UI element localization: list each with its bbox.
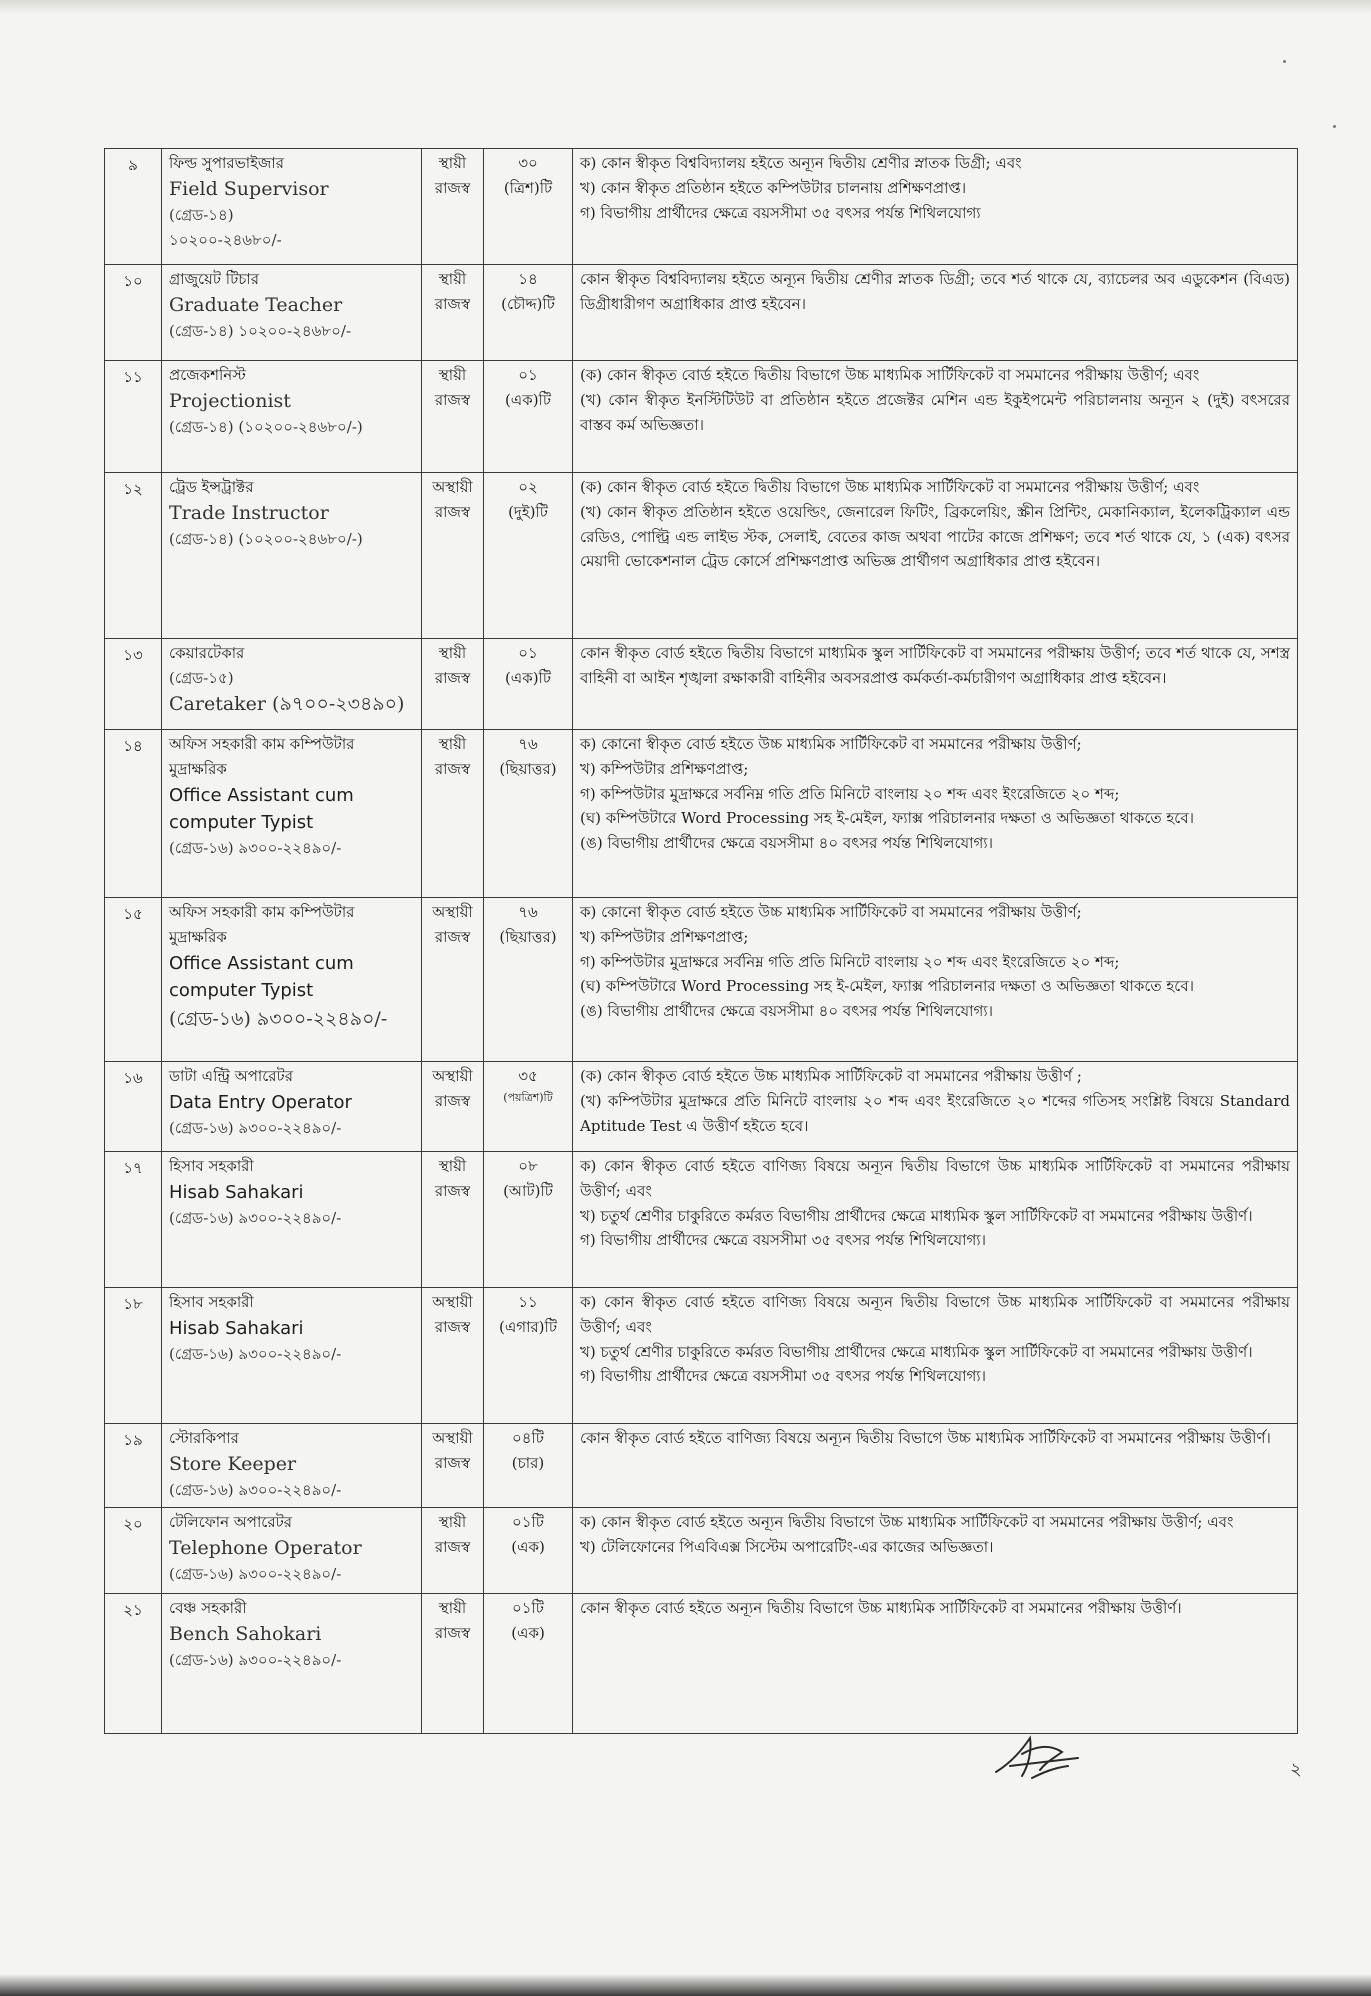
post-name-en: Projectionist <box>169 389 291 412</box>
post-type-cell: স্থায়ী রাজস্ব <box>422 265 484 361</box>
qualification-item: (ক) কোন স্বীকৃত বোর্ড হইতে দ্বিতীয় বিভাগে উচ্চ মাধ্যমিক সার্টিফিকেট বা সমমানের পরীক্ষায় উত্তীর্ণ; এবং <box>580 366 1200 384</box>
post-name-bn: ডাটা এন্ট্রি অপারেটর <box>169 1067 293 1085</box>
post-name-en: Office Assistant cum computer Typist <box>169 784 354 833</box>
qualification-item: ক) কোন স্বীকৃত বিশ্ববিদ্যালয় হইতে অন্যূন দ্বিতীয় শ্রেণীর স্নাতক ডিগ্রী; এবং <box>580 154 1022 172</box>
qualification-item: খ) চতুর্থ শ্রেণীর চাকুরিতে কর্মরত বিভাগীয় প্রার্থীদের ক্ষেত্রে মাধ্যমিক স্কুল সার্টিফিকেট বা সমমানের পরীক্ষায় উত্তীর্ণ। <box>580 1206 1253 1225</box>
post-type-cell: স্থায়ী রাজস্ব <box>422 1508 484 1594</box>
post-count-cell: ০১টি (এক) <box>484 1594 573 1734</box>
post-name-bn: হিসাব সহকারী <box>169 1157 254 1175</box>
qualification-cell <box>573 1508 1298 1594</box>
post-grade: (গ্রেড-১৪) ১০২০০-২৪৬৮০/- <box>169 322 352 341</box>
post-count-cell: ১১ (এগার)টি <box>484 1288 573 1424</box>
post-grade: (গ্রেড-১৬) ৯৩০০-২২৪৯০/- <box>169 1007 388 1030</box>
post-count-cell: ৩০ (ত্রিশ)টি <box>484 149 573 265</box>
table-row <box>105 1062 1298 1152</box>
qualification-cell <box>573 1424 1298 1508</box>
post-grade: (গ্রেড-১৪) <box>169 206 234 225</box>
post-count-cell: ০১ (এক)টি <box>484 361 573 473</box>
qualification-cell <box>573 898 1298 1062</box>
post-cell <box>162 265 422 361</box>
post-count-cell: ৩৫ (পয়ত্রিশ)টি <box>484 1062 573 1152</box>
qualification-item: গ) বিভাগীয় প্রার্থীদের ক্ষেত্রে বয়সসীমা ৩৫ বৎসর পর্যন্ত শিথিলযোগ্য। <box>580 1231 987 1250</box>
serial-cell: ১২ <box>105 473 162 639</box>
qualification-item: খ) কোন স্বীকৃত প্রতিষ্ঠান হইতে কম্পিউটার চালনায় প্রশিক্ষণপ্রাপ্ত। <box>580 178 967 197</box>
post-type-cell: স্থায়ী রাজস্ব <box>422 1152 484 1288</box>
post-name-en: Caretaker (৯৭০০-২৩৪৯০) <box>169 692 405 715</box>
post-name-en: Hisab Sahakari <box>169 1181 304 1203</box>
post-name-en: Data Entry Operator <box>169 1091 352 1113</box>
qualification-cell <box>573 730 1298 898</box>
post-type-cell: অস্থায়ী রাজস্ব <box>422 1424 484 1508</box>
qualification-item: খ) কম্পিউটার প্রশিক্ষণপ্রাপ্ত; <box>580 759 749 778</box>
table-row <box>105 898 1298 1062</box>
post-cell <box>162 1424 422 1508</box>
post-type-cell: অস্থায়ী রাজস্ব <box>422 473 484 639</box>
paper-speck <box>1283 60 1286 63</box>
post-type-cell: স্থায়ী রাজস্ব <box>422 1594 484 1734</box>
post-grade: (গ্রেড-১৬) ৯৩০০-২২৪৯০/- <box>169 1344 342 1363</box>
table-row <box>105 473 1298 639</box>
post-grade: (গ্রেড-১৬) ৯৩০০-২২৪৯০/- <box>169 838 342 857</box>
post-type-cell: স্থায়ী রাজস্ব <box>422 639 484 730</box>
post-grade: (গ্রেড-১৪) (১০২০০-২৪৬৮০/-) <box>169 530 363 549</box>
table-row <box>105 1152 1298 1288</box>
qualification-cell <box>573 1594 1298 1734</box>
qualification-cell <box>573 639 1298 730</box>
post-type-cell: অস্থায়ী রাজস্ব <box>422 1288 484 1424</box>
paper-speck <box>1333 125 1336 128</box>
serial-cell: ১১ <box>105 361 162 473</box>
post-pay-scale: ১০২০০-২৪৬৮০/- <box>169 231 282 250</box>
qualification-item: গ) কম্পিউটার মুদ্রাক্ষরে সর্বনিম্ন গতি প্রতি মিনিটে বাংলায় ২০ শব্দ এবং ইংরেজিতে ২০ শব্দ; <box>580 784 1120 803</box>
qualification-item: ক) কোন স্বীকৃত বোর্ড হইতে বাণিজ্য বিষয়ে অন্যূন দ্বিতীয় বিভাগে উচ্চ মাধ্যমিক সার্টিফিকেট বা সমমানের পরীক্ষায় উত্তীর্ণ; এবং <box>580 1157 1290 1200</box>
page-bottom-shadow <box>0 1974 1371 1996</box>
qualification-item: ক) কোনো স্বীকৃত বোর্ড হইতে উচ্চ মাধ্যমিক সার্টিফিকেট বা সমমানের পরীক্ষায় উত্তীর্ণ; <box>580 903 1082 921</box>
qualification-item: গ) বিভাগীয় প্রার্থীদের ক্ষেত্রে বয়সসীমা ৩৫ বৎসর পর্যন্ত শিথিলযোগ্য <box>580 203 981 222</box>
post-name-bn: কেয়ারটেকার <box>169 644 245 662</box>
qualification-cell <box>573 1062 1298 1152</box>
qualification-item: (ঙ) বিভাগীয় প্রার্থীদের ক্ষেত্রে বয়সসীমা ৪০ বৎসর পর্যন্ত শিথিলযোগ্য। <box>580 1002 994 1020</box>
qualification-item: ক) কোন স্বীকৃত বোর্ড হইতে বাণিজ্য বিষয়ে অন্যূন দ্বিতীয় বিভাগে উচ্চ মাধ্যমিক সার্টিফিকেট বা সমমানের পরীক্ষায় উত্তীর্ণ; এবং <box>580 1293 1290 1336</box>
qualification-cell <box>573 265 1298 361</box>
post-type-cell: অস্থায়ী রাজস্ব <box>422 898 484 1062</box>
post-grade: (গ্রেড-১৬) ৯৩০০-২২৪৯০/- <box>169 1565 342 1584</box>
post-name-en: Telephone Operator <box>169 1536 362 1559</box>
qualification-cell <box>573 361 1298 473</box>
post-name-bn: বেঞ্চ সহকারী <box>169 1599 247 1617</box>
post-cell <box>162 149 422 265</box>
post-name-bn: ফিল্ড সুপারভাইজার <box>169 154 284 172</box>
post-grade: (গ্রেড-১৬) ৯৩০০-২২৪৯০/- <box>169 1208 342 1227</box>
post-name-en: Hisab Sahakari <box>169 1317 304 1339</box>
post-count-cell: ৭৬ (ছিয়াত্তর) <box>484 898 573 1062</box>
page-top-shadow <box>0 0 1371 14</box>
post-cell <box>162 1594 422 1734</box>
post-type-cell: স্থায়ী রাজস্ব <box>422 361 484 473</box>
serial-cell: ১৪ <box>105 730 162 898</box>
post-type-cell: স্থায়ী রাজস্ব <box>422 149 484 265</box>
qualification-item: (ঘ) কম্পিউটারে Word Processing সহ ই-মেইল, ফ্যাক্স পরিচালনার দক্ষতা ও অভিজ্ঞতা থাকতে হবে। <box>580 809 1195 828</box>
table-row <box>105 1508 1298 1594</box>
job-posts-table <box>104 148 1298 1734</box>
table-row <box>105 265 1298 361</box>
post-name-en: Trade Instructor <box>169 501 329 524</box>
qualification-item: (খ) কোন স্বীকৃত ইনস্টিটিউট বা প্রতিষ্ঠান হইতে প্রজেক্টর মেশিন এন্ড ইকুইপমেন্ট পরিচালনায় অন্যূন ২ (দুই) বৎসরের বাস্তব কর্ম অভিজ্ঞতা। <box>580 390 1290 434</box>
serial-cell: ১৯ <box>105 1424 162 1508</box>
post-grade: (গ্রেড-১৬) ৯৩০০-২২৪৯০/- <box>169 1651 342 1670</box>
qualification-cell <box>573 1152 1298 1288</box>
post-name-bn: হিসাব সহকারী <box>169 1293 254 1311</box>
post-count-cell: ০২ (দুই)টি <box>484 473 573 639</box>
qualification-item: (ঘ) কম্পিউটারে Word Processing সহ ই-মেইল, ফ্যাক্স পরিচালনার দক্ষতা ও অভিজ্ঞতা থাকতে হবে। <box>580 977 1195 996</box>
post-name-bn: প্রজেকশনিস্ট <box>169 366 246 384</box>
post-name-bn: স্টোরকিপার <box>169 1429 239 1447</box>
post-cell <box>162 1062 422 1152</box>
post-count-cell: ০১টি (এক) <box>484 1508 573 1594</box>
post-name-en: Bench Sahokari <box>169 1622 322 1645</box>
qualification-item: (ক) কোন স্বীকৃত বোর্ড হইতে উচ্চ মাধ্যমিক সার্টিফিকেট বা সমমানের পরীক্ষায় উত্তীর্ণ ; <box>580 1067 1082 1085</box>
post-count-cell: ১৪ (চৌদ্দ)টি <box>484 265 573 361</box>
serial-cell: ১৬ <box>105 1062 162 1152</box>
post-cell <box>162 361 422 473</box>
post-cell <box>162 1288 422 1424</box>
table-row <box>105 1424 1298 1508</box>
signature-mark <box>992 1732 1082 1782</box>
qualification-item: কোন স্বীকৃত বোর্ড হইতে বাণিজ্য বিষয়ে অন্যূন দ্বিতীয় বিভাগে উচ্চ মাধ্যমিক সার্টিফিকেট বা সমমানের পরীক্ষায় উত্তীর্ণ। <box>580 1429 1271 1447</box>
qualification-item: কোন স্বীকৃত বোর্ড হইতে অন্যূন দ্বিতীয় বিভাগে উচ্চ মাধ্যমিক সার্টিফিকেট বা সমমানের পরীক্ষায় উত্তীর্ণ। <box>580 1599 1182 1617</box>
post-name-bn: গ্রাজুয়েট টিচার <box>169 270 259 288</box>
post-name-bn: টেলিফোন অপারেটর <box>169 1513 293 1531</box>
post-cell <box>162 1152 422 1288</box>
post-count-cell: ০৮ (আট)টি <box>484 1152 573 1288</box>
post-name-en: Office Assistant cum computer Typist <box>169 952 354 1001</box>
table-row <box>105 361 1298 473</box>
serial-cell: ৯ <box>105 149 162 265</box>
post-grade: (গ্রেড-১৬) ৯৩০০-২২৪৯০/- <box>169 1481 342 1500</box>
post-type-cell: স্থায়ী রাজস্ব <box>422 730 484 898</box>
post-name-bn: ট্রেড ইন্সট্রাক্টর <box>169 478 254 496</box>
table-row <box>105 149 1298 265</box>
serial-cell: ১৫ <box>105 898 162 1062</box>
post-name-en: Graduate Teacher <box>169 293 343 316</box>
post-name-en: Store Keeper <box>169 1452 297 1475</box>
qualification-item: কোন স্বীকৃত বিশ্ববিদ্যালয় হইতে অন্যূন দ্বিতীয় শ্রেণীর স্নাতক ডিগ্রী; তবে শর্ত থাকে যে, ব্যাচেলর অব এডুকেশন (বিএড) ডিগ্রীধারীগণ অগ্রাধিকার প্রাপ্ত হইবেন। <box>580 270 1290 313</box>
table-row <box>105 639 1298 730</box>
post-type-cell: অস্থায়ী রাজস্ব <box>422 1062 484 1152</box>
qualification-item: খ) টেলিফোনের পিএবিএক্স সিস্টেম অপারেটিং-এর কাজের অভিজ্ঞতা। <box>580 1537 994 1556</box>
qualification-cell <box>573 149 1298 265</box>
post-name-bn: অফিস সহকারী কাম কম্পিউটার মুদ্রাক্ষরিক <box>169 903 355 946</box>
qualification-item: গ) বিভাগীয় প্রার্থীদের ক্ষেত্রে বয়সসীমা ৩৫ বৎসর পর্যন্ত শিথিলযোগ্য। <box>580 1367 987 1386</box>
post-grade: (গ্রেড-১৪) (১০২০০-২৪৬৮০/-) <box>169 418 363 437</box>
post-name-en: Field Supervisor <box>169 177 329 200</box>
post-cell <box>162 473 422 639</box>
post-name-bn: অফিস সহকারী কাম কম্পিউটার মুদ্রাক্ষরিক <box>169 735 355 778</box>
post-cell <box>162 898 422 1062</box>
post-cell <box>162 639 422 730</box>
serial-cell: ২০ <box>105 1508 162 1594</box>
qualification-item: (ক) কোন স্বীকৃত বোর্ড হইতে দ্বিতীয় বিভাগে উচ্চ মাধ্যমিক সার্টিফিকেট বা সমমানের পরীক্ষায় উত্তীর্ণ; এবং <box>580 478 1200 496</box>
serial-cell: ২১ <box>105 1594 162 1734</box>
qualification-item: ক) কোনো স্বীকৃত বোর্ড হইতে উচ্চ মাধ্যমিক সার্টিফিকেট বা সমমানের পরীক্ষায় উত্তীর্ণ; <box>580 735 1082 753</box>
post-cell <box>162 730 422 898</box>
post-cell <box>162 1508 422 1594</box>
serial-cell: ১০ <box>105 265 162 361</box>
qualification-item: গ) কম্পিউটার মুদ্রাক্ষরে সর্বনিম্ন গতি প্রতি মিনিটে বাংলায় ২০ শব্দ এবং ইংরেজিতে ২০ শব্দ; <box>580 952 1120 971</box>
qualification-item: (খ) কোন স্বীকৃত প্রতিষ্ঠান হইতে ওয়েল্ডিং, জেনারেল ফিটিং, ব্রিকলেয়িং, স্ক্রীন প্রিন্টিং, মেকানিক্যাল, ইলেকট্রিক্যাল এন্ড রেডিও, পোল্ট্রি এন্ড লাইভ স্টক, সেলাই, বেতের কাজ অথবা পাটের কাজে প্রশিক্ষণ; তবে শর্ত থাকে যে, ১ (এক) বৎসর মেয়াদী ভোকেশনাল ট্রেড কোর্সে প্রশিক্ষণপ্রাপ্ত অভিজ্ঞ প্রার্থীগণ অগ্রাধিকার প্রাপ্ত হইবেন। <box>580 502 1290 571</box>
qualification-item: কোন স্বীকৃত বোর্ড হইতে দ্বিতীয় বিভাগে মাধ্যমিক স্কুল সার্টিফিকেট বা সমমানের পরীক্ষায় উত্তীর্ণ; তবে শর্ত থাকে যে, সশস্ত্র বাহিনী বা আইন শৃঙ্খলা রক্ষাকারী বাহিনীর অবসরপ্রাপ্ত কর্মকর্তা-কর্মচারীগণ অগ্রাধিকার প্রাপ্ত হইবেন। <box>580 644 1290 687</box>
table-row <box>105 1594 1298 1734</box>
post-grade: (গ্রেড-১৫) <box>169 668 234 687</box>
qualification-item: (খ) কম্পিউটার মুদ্রাক্ষরে প্রতি মিনিটে বাংলায় ২০ শব্দ এবং ইংরেজিতে ২০ শব্দের গতিসহ সংশ্লিষ্ট বিষয়ে Standard Aptitude Test এ উত্তীর্ণ হইতে হবে। <box>580 1091 1290 1135</box>
serial-cell: ১৩ <box>105 639 162 730</box>
table-row <box>105 1288 1298 1424</box>
serial-cell: ১৭ <box>105 1152 162 1288</box>
post-grade: (গ্রেড-১৬) ৯৩০০-২২৪৯০/- <box>169 1118 342 1137</box>
table-row <box>105 730 1298 898</box>
page-number: ২ <box>1290 1759 1302 1780</box>
post-count-cell: ০১ (এক)টি <box>484 639 573 730</box>
qualification-item: ক) কোন স্বীকৃত বোর্ড হইতে অন্যূন দ্বিতীয় বিভাগে উচ্চ মাধ্যমিক সার্টিফিকেট বা সমমানের পরীক্ষায় উত্তীর্ণ; এবং <box>580 1513 1234 1531</box>
qualification-cell <box>573 473 1298 639</box>
qualification-cell <box>573 1288 1298 1424</box>
qualification-item: খ) চতুর্থ শ্রেণীর চাকুরিতে কর্মরত বিভাগীয় প্রার্থীদের ক্ষেত্রে মাধ্যমিক স্কুল সার্টিফিকেট বা সমমানের পরীক্ষায় উত্তীর্ণ। <box>580 1342 1253 1361</box>
serial-cell: ১৮ <box>105 1288 162 1424</box>
qualification-item: খ) কম্পিউটার প্রশিক্ষণপ্রাপ্ত; <box>580 927 749 946</box>
qualification-item: (ঙ) বিভাগীয় প্রার্থীদের ক্ষেত্রে বয়সসীমা ৪০ বৎসর পর্যন্ত শিথিলযোগ্য। <box>580 834 994 852</box>
post-count-cell: ০৪টি (চার) <box>484 1424 573 1508</box>
post-count-cell: ৭৬ (ছিয়াত্তর) <box>484 730 573 898</box>
